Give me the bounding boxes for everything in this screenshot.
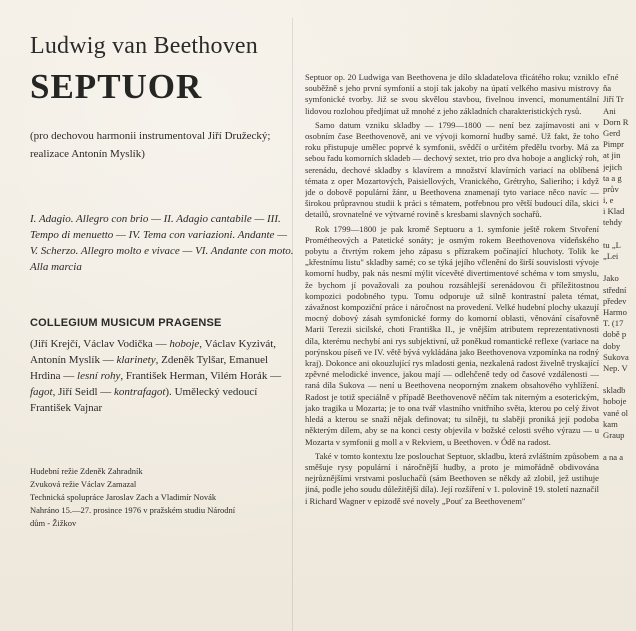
edge-text-fragment: Jiří Tr xyxy=(603,94,624,105)
edge-text-fragment: Jako xyxy=(603,273,619,284)
edge-text-fragment: Nep. V xyxy=(603,362,628,373)
edge-text-fragment: i Klad xyxy=(603,206,625,217)
edge-text-fragment: at jin xyxy=(603,150,621,161)
edge-text-fragment xyxy=(603,441,636,452)
performer-role: fagot xyxy=(30,386,53,398)
edge-text-fragment: předev xyxy=(603,295,627,306)
edge-text-fragment: Dorn R xyxy=(603,116,629,127)
edge-text-fragment: střední xyxy=(603,284,627,295)
essay-paragraph: Rok 1799—1800 je pak kromě Septuoru a 1. symfonie ještě rokem Stvoření Prométheových a Patetické sonáty; je osmým rokem Beethovenova vídeňského pobytu a čtvrtým rokem jeho zápasu s přízrakem počínající hluchoty. Tolik ke „křestnímu listu" skladby samé; co se týká jejího včlenění do širší souvislosti vývoje komorní hudby, pak nás nesmí mýlit vícevěté divertimentové schéma v tom smyslu, že bychom jí považovali za pouhou rozsáhlejší serenádovou či příležitostnou kompozici podobného typu. Tomu odporuje už silně kontrastní paleta témat, závažnost kompoziční práce i náročnost na provedení. Velké hudební plochy ukazují mocný dobový zásah symfonické formy do komorní oblasti, věnování císařovně Marii Terezii sicilské, choti Františka II., je vnějším atributem reprezentativnosti díla, kterému nechybí ani rys subjektivní, už poněkud romantické reflexe (variace na porýnskou píseň ve IV. větě bývá vykládána jako Beethovenova vzpomínka na rodný kraj). Dokonce ani okouzlující rys mladosti genia, nezkalená radost živelně tryskající zpěvné melodické invence, jakou mají — odlehčeně tedy od časové vzdálenosti — raná díla Sukova — není u Beethovena neoporným znakem obsahového vyhlížení. Radost je totiž speciálně v případě Beethovenově něčím tak niterným a esoterickým, jako tragika u Mozarta; je to ona tvář vlastního vnitřního světa, kterou po celý život hledá a kterou se snaží nějak definovat; tu silněji, tu slaběji proniká její podoba některým dílem, aby se na konci cesty objevila v božské celosti svého výrazu — u Mozarta v symfonii g moll a v Rekviem, u Beethoven. v Ódě na radost. xyxy=(305,223,599,447)
essay-paragraph: Septuor op. 20 Ludwiga van Beethovena je dílo skladatelova třicátého roku; vzniklo souběžně s jeho první symfonií a stojí tak jakoby na úpatí velkého masivu mistrovy symfonické tvorby. Již se svou skvělou stavbou, fivelnou invencí, monumentální lidovou rozlohou předjímat už mnohé z jeho základních charakteristických rysů. xyxy=(305,72,599,116)
edge-text-fragment: době p xyxy=(603,329,627,340)
performer-role: lesní rohy xyxy=(77,370,121,382)
edge-text-fragment xyxy=(603,262,636,273)
next-page-edge xyxy=(603,72,636,631)
edge-text-fragment: Ani xyxy=(603,105,616,116)
column-divider xyxy=(292,18,293,631)
edge-text-fragment: Gerd xyxy=(603,127,621,138)
edge-text-fragment: tehdy xyxy=(603,217,623,228)
edge-text-fragment: „Lei xyxy=(603,251,619,261)
edge-text-fragment: ta a g xyxy=(603,172,622,183)
edge-text-fragment: jejich xyxy=(603,161,623,172)
edge-text-fragment: i, e xyxy=(603,195,614,206)
credit-line: dům - Žižkov xyxy=(30,518,77,528)
performer-role: klarinety xyxy=(116,354,156,366)
edge-text-fragment: T. (17 xyxy=(603,318,624,329)
edge-text-fragment: skladb xyxy=(603,385,626,396)
essay-paragraph: Samo datum vzniku skladby — 1799—1800 — není bez zajímavosti ani v osobním čase Beethovenově, ani ve vývoji komorní hudby samé. Už fakt, že toho roku přistupuje umělec poprvé k symfonii, svědčí o určitém předělu tvorby. Má za sebou řadu komorních skladeb — dechový sextet, trio pro dva hoboje a anglický roh, serenádu, dechové skladby s klavírem a množství klavírních variací na oblíbená témata z oper Mozartových, Paisiellových, Vranického, Grétryho, Salieriho; i když jde o dobově populární žánr, u Beethovena znamenají tyto variace něco navíc — širokou průpravnou studii k práci s tématem, potřebnou pro větší budoucí díla, skici detailů, srovnatelné ve výtvarné rovině s kresbami slavných sochařů. xyxy=(305,119,599,220)
edge-text-fragment: Graup xyxy=(603,430,625,440)
edge-text-fragment: tu „L xyxy=(603,239,621,250)
edge-text-fragment xyxy=(603,229,636,240)
credit-line: Zvuková režie Václav Zamazal xyxy=(30,479,137,489)
ensemble-name: COLLEGIUM MUSICUM PRAGENSE xyxy=(30,317,222,329)
performer-role: hoboje xyxy=(169,338,200,350)
arrangement-note: (pro dechovou harmonii instrumentoval Jiří Družecký; realizace Antonín Myslík) xyxy=(30,130,271,160)
performer-list: (Jiří Krejčí, Václav Vodička — hoboje, Václav Kyzivát, Antonín Myslík — klarinety, Zdeněk Tylšar, Emanuel Hrdina — lesní rohy, František Herman, Vilém Horák — fagot, Jiří Seidl — kontrafagot). Umělecký vedoucí František Vajnar xyxy=(30,338,282,414)
performer-names: (Jiří Krejčí, Václav Vodička xyxy=(30,338,153,350)
artistic-director: Umělecký vedoucí František Vajnar xyxy=(30,386,258,414)
work-title: SEPTUOR xyxy=(30,67,203,106)
edge-text-fragment: kam xyxy=(603,418,618,429)
credit-line: Hudební režie Zdeněk Zahradník xyxy=(30,466,143,476)
edge-text-fragment: ňa xyxy=(603,83,612,94)
edge-text-fragment: hoboje xyxy=(603,396,627,407)
edge-text-fragment: Harmo xyxy=(603,306,627,317)
performer-names: František Herman, Vilém Horák xyxy=(125,370,268,382)
edge-text-fragment: a na a xyxy=(603,452,624,463)
credit-line: Nahráno 15.—27. prosince 1976 v pražském studiu Národní xyxy=(30,505,236,515)
movement-list: I. Adagio. Allegro con brio — II. Adagio cantabile — III. Tempo di menuetto — IV. Tema con variazioni. Andante — V. Scherzo. Allegro molto e vivace — VI. Andante con moto. Alla marcia xyxy=(30,213,294,273)
credit-line: Technická spolupráce Jaroslav Zach a Vladimír Novák xyxy=(30,492,217,502)
production-credits xyxy=(30,465,292,530)
edge-text-fragment xyxy=(603,374,636,385)
edge-text-fragment: vané ol xyxy=(603,407,629,418)
performer-role: kontrafagot xyxy=(114,386,166,398)
edge-text-fragment: Sukova xyxy=(603,351,629,362)
edge-text-fragment: eľné xyxy=(603,72,619,82)
edge-text-fragment: prův xyxy=(603,183,619,194)
essay-paragraph: Také v tomto kontextu lze poslouchat Septuor, skladbu, která zvláštním způsobem směšuje rysy populární i náročnější hudby, a proto je mimořádně obdivována nejrůznějšími vrstvami posluchačů (sám Beethoven se někdy až zlobil, jež ustihuje jiná, podle jeho soudu důležitější díla). Její rozšíření v 1. polovině 19. století naznačil i Richard Wagner v epizodě své novely „Pouť za Beethovenem" xyxy=(305,450,599,506)
edge-text-fragment: doby xyxy=(603,340,621,351)
liner-notes xyxy=(305,72,599,631)
performer-names: Zdeněk Tylšar, Emanuel Hrdina xyxy=(30,354,269,382)
performer-names: Václav Kyzivát, Antonín Myslík xyxy=(30,338,277,366)
composer-name: Ludwig van Beethoven xyxy=(30,33,258,59)
performer-names: Jiří Seidl xyxy=(58,386,98,398)
edge-text-fragment: Pimpr xyxy=(603,139,625,150)
